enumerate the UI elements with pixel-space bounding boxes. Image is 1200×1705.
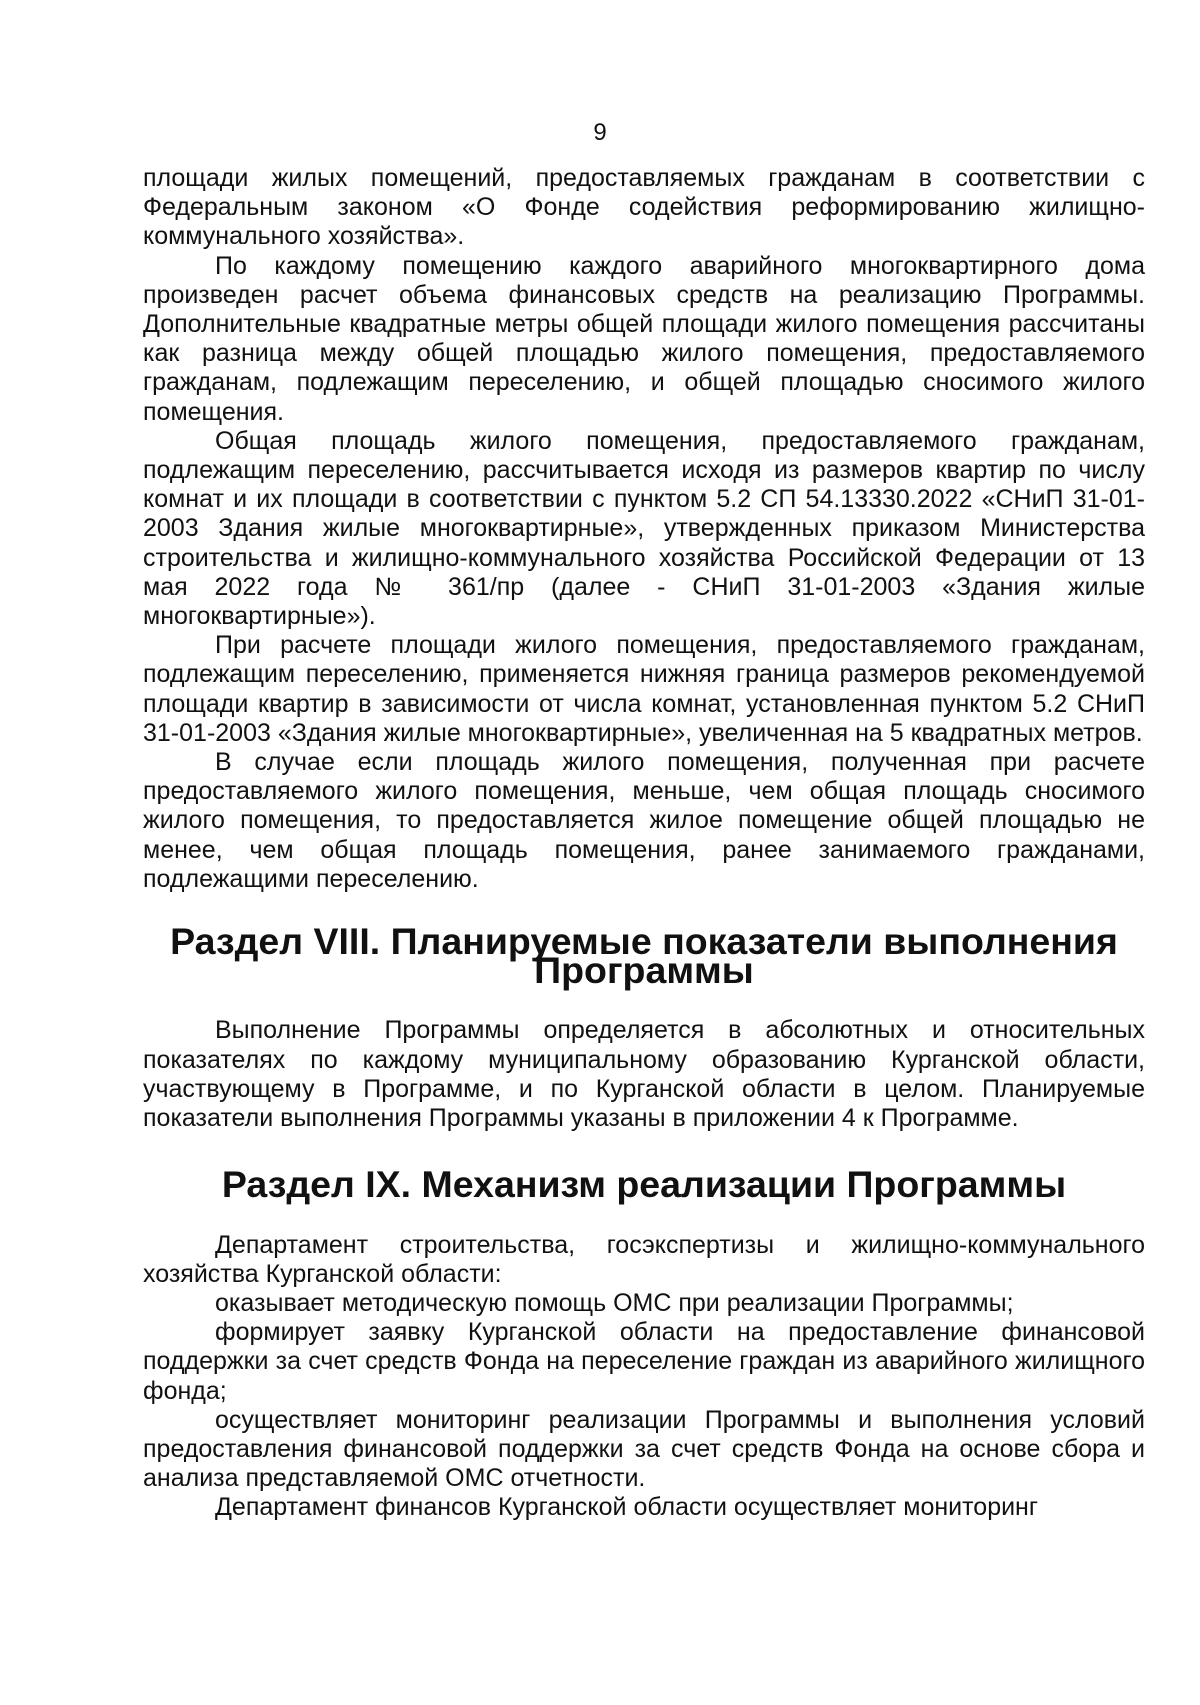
section-heading-viii: Раздел VIII. Планируемые показатели выполнения Программы	[170, 920, 1118, 992]
paragraph-smaller-area-case: В случае если площадь жилого помещения, полученная при расчете предоставляемого жилого помещения, меньше, чем общая площадь сносимого жилого помещения, то предоставляется жилое помещение общей площадью не менее, чем общая площадь помещения, ранее занимаемого гражданами, подлежащими переселению.	[143, 748, 1145, 893]
document-body	[143, 164, 1145, 1523]
paragraph-monitoring: осуществляет мониторинг реализации Программы и выполнения условий предоставления финансовой поддержки за счет средств Фонда на основе сбора и анализа представляемой ОМС отчетности.	[143, 1405, 1145, 1493]
section-heading-ix: Раздел IX. Механизм реализации Программы	[221, 1163, 1067, 1206]
paragraph-department-construction: Департамент строительства, госэкспертизы и жилищно-коммунального хозяйства Курганской области:	[143, 1230, 1145, 1288]
page-number: 9	[593, 119, 607, 146]
paragraph-total-area: Общая площадь жилого помещения, предоставляемого гражданам, подлежащим переселению, рассчитывается исходя из размеров квартир по числу комнат и их площади в соответствии с пунктом 5.2 СП 54.13330.2022 «СНиП 31-01-2003 Здания жилые многоквартирные», утвержденных приказом Министерства строительства и жилищно-коммунального хозяйства Российской Федерации от 13 мая 2022 года № 361/пр (далее - СНиП 31-01-2003 «Здания жилые многоквартирные»).	[143, 426, 1145, 631]
paragraph-methodical-help: оказывает методическую помощь ОМС при реализации Программы;	[215, 1288, 1014, 1317]
paragraph-program-indicators: Выполнение Программы определяется в абсолютных и относительных показателях по каждому муниципальному образованию Курганской области, участвующему в Программе, и по Курганской области в целом. Планируемые показатели выполнения Программы указаны в приложении 4 к Программе.	[143, 1016, 1145, 1133]
paragraph-continuation: площади жилых помещений, предоставляемых гражданам в соответствии с Федеральным законом «О Фонде содействия реформированию жилищно-коммунального хозяйства».	[143, 164, 1145, 251]
paragraph-calculation: По каждому помещению каждого аварийного многоквартирного дома произведен расчет объема финансовых средств на реализацию Программы. Дополнительные квадратные метры общей площади жилого помещения рассчитаны как разница между общей площадью жилого помещения, предоставляемого гражданам, подлежащим переселению, и общей площадью сносимого жилого помещения.	[143, 251, 1145, 426]
paragraph-forms-application: формирует заявку Курганской области на предоставление финансовой поддержки за счет средств Фонда на переселение граждан из аварийного жилищного фонда;	[143, 1318, 1145, 1405]
paragraph-finance-department: Департамент финансов Курганской области осуществляет мониторинг	[215, 1493, 1038, 1522]
paragraph-lower-bound: При расчете площади жилого помещения, предоставляемого гражданам, подлежащим переселению, применяется нижняя граница размеров рекомендуемой площади квартир в зависимости от числа комнат, установленная пунктом 5.2 СНиП 31-01-2003 «Здания жилые многоквартирные», увеличенная на 5 квадратных метров.	[143, 631, 1145, 747]
